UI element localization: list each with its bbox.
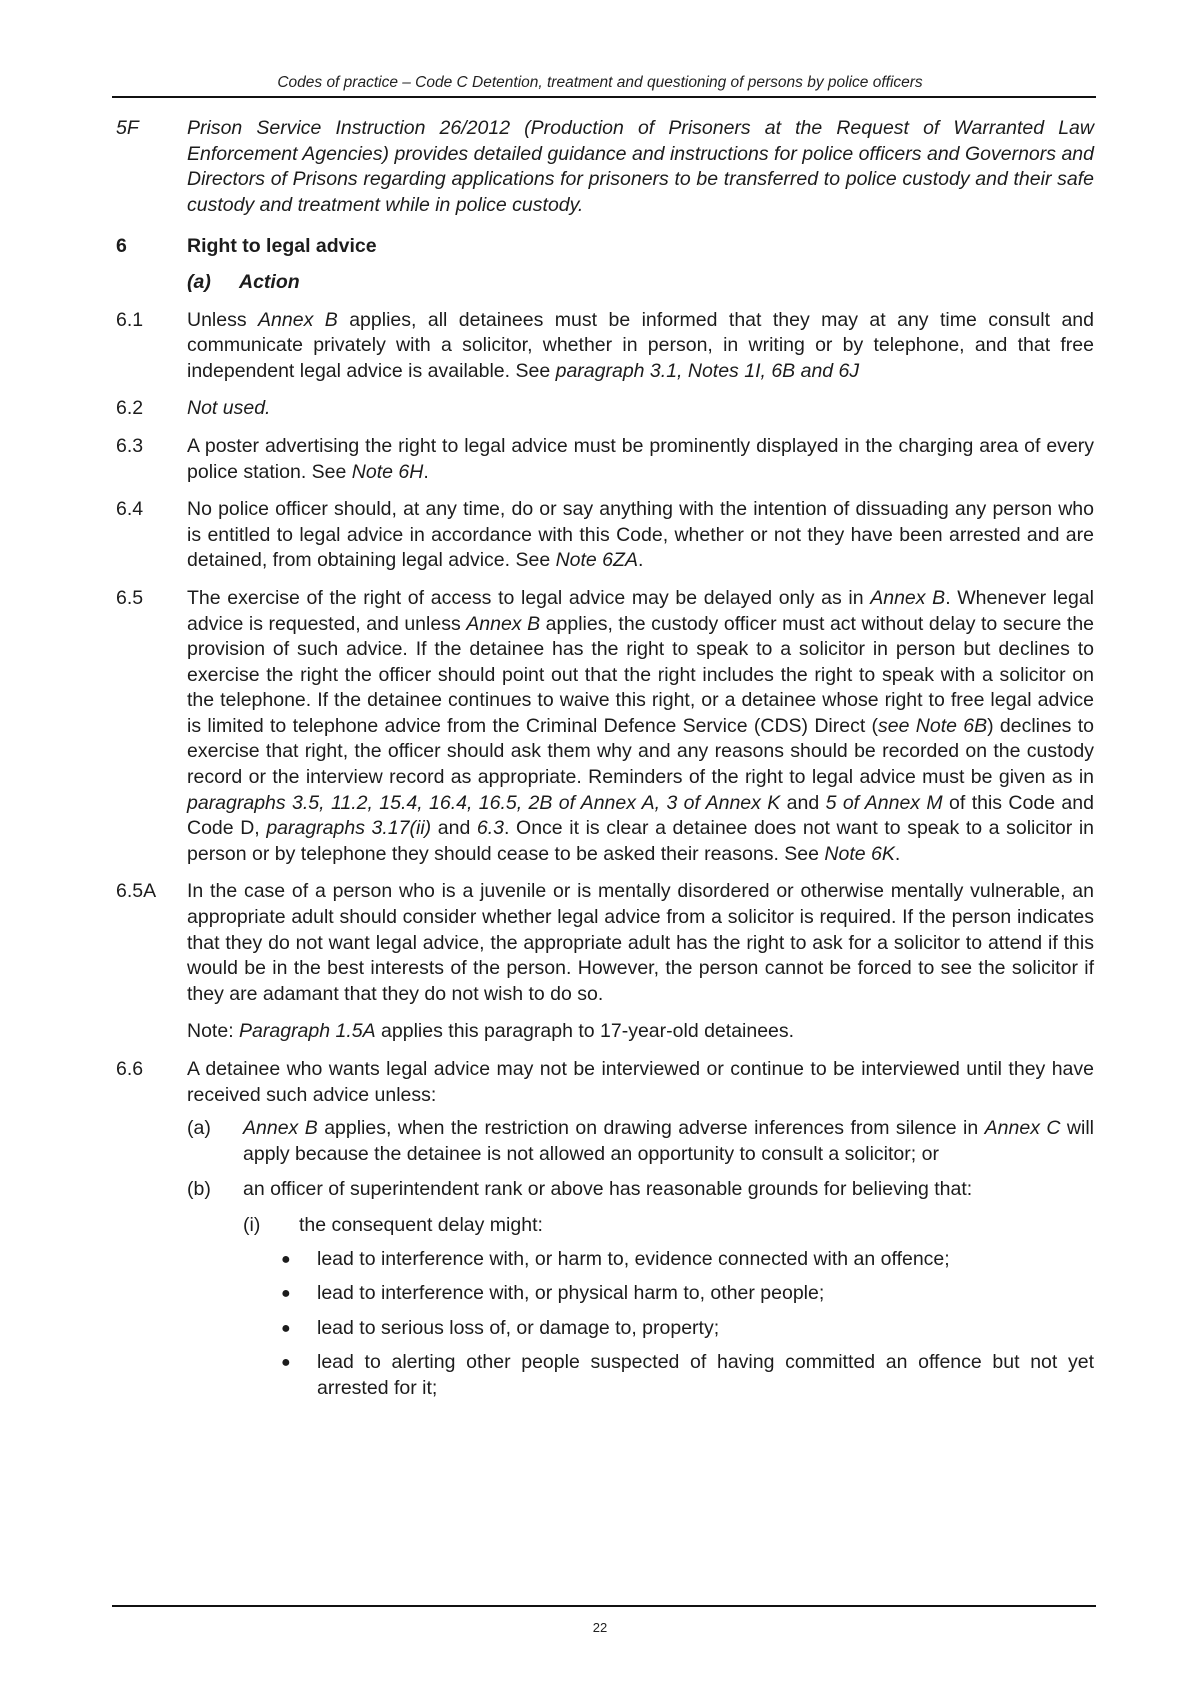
bullet-icon: ●: [281, 1285, 291, 1303]
paragraph-text: Not used.: [187, 397, 271, 420]
section-title: Right to legal advice: [187, 235, 377, 258]
page-body: [116, 116, 1094, 1411]
subsection-label: (a): [187, 270, 211, 293]
sub-item-label: (a): [187, 1117, 211, 1140]
paragraph-6-1: [116, 308, 1094, 385]
list-item: ● lead to serious loss of, or damage to, property;: [279, 1316, 1094, 1342]
section-heading: [116, 234, 1094, 260]
paragraph-6-2: [116, 396, 1094, 422]
paragraph-6-3: [116, 434, 1094, 485]
header-rule: [112, 96, 1096, 98]
paragraph-number: 5F: [116, 117, 139, 139]
subsection-title: Action: [239, 270, 300, 293]
sub-item-label: (i): [243, 1213, 261, 1236]
list-item: ● lead to alerting other people suspected of having committed an offence but not yet arrested for it;: [279, 1350, 1094, 1401]
paragraph-text: Unless Annex B applies, all detainees must be informed that they may at any time consult and communicate privately with a solicitor, whether in person, in writing or by telephone, and that free independent legal advice is available. See paragraph 3.1, Notes 1I, 6B and 6J: [187, 308, 1094, 382]
paragraph-number: 6.6: [116, 1058, 144, 1080]
paragraph-text: A poster advertising the right to legal advice must be prominently displayed in the charging area of every police station. See Note 6H.: [187, 434, 1094, 483]
sub-item-text: the consequent delay might:: [299, 1213, 543, 1236]
bullet-icon: ●: [281, 1354, 291, 1372]
list-item: ● lead to interference with, or physical harm to, other people;: [279, 1281, 1094, 1307]
footer-rule: [112, 1605, 1096, 1607]
sub-item-text: Annex B applies, when the restriction on drawing adverse inferences from silence in Annex C will apply because the detainee is not allowed an opportunity to consult a solicitor; or: [243, 1117, 1095, 1165]
sub-item-i: [116, 1213, 1094, 1239]
paragraph-number: 6.1: [116, 308, 144, 331]
paragraph-text: No police officer should, at any time, do or say anything with the intention of dissuading any person who is entitled to legal advice in accordance with this Code, whether or not they have been arrested and are detained, from obtaining legal advice. See Note 6ZA.: [187, 498, 1094, 572]
paragraph-text: Prison Service Instruction 26/2012 (Production of Prisoners at the Request of Warranted Law Enforcement Agencies) provides detailed guidance and instructions for police officers and Governors and Directors of Prisons regarding applications for prisoners to be transferred to police custody and their safe custody and treatment while in police custody.: [187, 117, 1094, 216]
running-header: Codes of practice – Code C Detention, treatment and questioning of persons by police officers: [277, 74, 923, 91]
sub-item-b: [116, 1177, 1094, 1203]
bullet-icon: ●: [281, 1250, 291, 1268]
paragraph-6-5: [116, 586, 1094, 868]
bullet-list: [116, 1247, 1094, 1402]
paragraph-number: 6.3: [116, 434, 144, 457]
paragraph-number: 6.5A: [116, 880, 157, 903]
paragraph-number: 6.4: [116, 498, 144, 521]
paragraph-6-4: [116, 497, 1094, 574]
sub-item-label: (b): [187, 1178, 211, 1201]
paragraph-6-5a: [116, 879, 1094, 1007]
list-item: ● lead to interference with, or harm to, evidence connected with an offence;: [279, 1247, 1094, 1273]
paragraph-number: 6.2: [116, 397, 144, 420]
sub-item-text: an officer of superintendent rank or above has reasonable grounds for believing that:: [243, 1178, 973, 1201]
paragraph-number: 6.5: [116, 586, 144, 609]
paragraph-text: In the case of a person who is a juvenile or is mentally disordered or otherwise mentally vulnerable, an appropriate adult should consider whether legal advice from a solicitor is required. If the person indicates that they do not want legal advice, the appropriate adult has the right to ask for a solicitor to attend if this would be in the best interests of the person. However, the person cannot be forced to see the solicitor if they are adamant that they do not wish to do so.: [187, 880, 1094, 1005]
paragraph-text: The exercise of the right of access to legal advice may be delayed only as in Annex B. Whenever legal advice is requested, and unless Annex B applies, the custody officer must act without delay to secure the provision of such advice. If the detainee has the right to speak to a solicitor in person but declines to exercise the right the officer should point out that the right includes the right to speak with a solicitor on the telephone. If the detainee continues to waive this right, or a detainee whose right to free legal advice is limited to telephone advice from the Criminal Defence Service (CDS) Direct (see Note 6B) declines to exercise that right, the officer should ask them why and any reasons should be recorded on the custody record or the interview record as appropriate. Reminders of the right to legal advice must be given as in paragraphs 3.5, 11.2, 15.4, 16.4, 16.5, 2B of Annex A, 3 of Annex K and 5 of Annex M of this Code and Code D, paragraphs 3.17(ii) and 6.3. Once it is clear a detainee does not want to speak to a solicitor in person or by telephone they should cease to be asked their reasons. See Note 6K.: [187, 586, 1095, 865]
bullet-icon: ●: [281, 1319, 291, 1337]
note-5f: [116, 116, 1094, 218]
subsection-heading: [116, 270, 1094, 296]
section-number: 6: [116, 235, 127, 258]
paragraph-text: A detainee who wants legal advice may not be interviewed or continue to be interviewed until they have received such advice unless:: [187, 1058, 1094, 1106]
page-number: 22: [592, 1620, 608, 1635]
sub-item-a: [116, 1116, 1094, 1167]
paragraph-6-6: [116, 1057, 1094, 1108]
paragraph-6-5a-note: Note: Paragraph 1.5A applies this paragraph to 17-year-old detainees.: [187, 1020, 795, 1043]
